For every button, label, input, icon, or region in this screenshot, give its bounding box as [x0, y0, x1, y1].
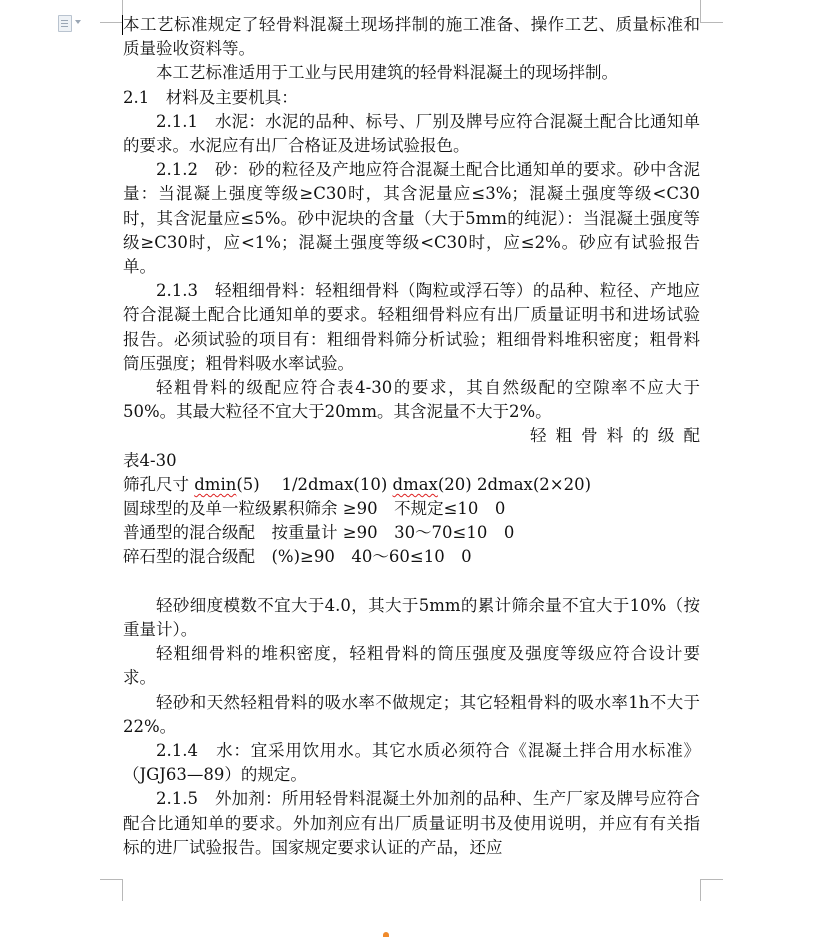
table-number: 表4-30 [123, 450, 177, 470]
table-row-header-b: (5) 1/2dmax(10) [236, 474, 393, 494]
crop-mark-top-right-h [700, 22, 723, 23]
table-row-header [123, 473, 700, 497]
table-row-ordinary: 普通型的混合级配 按重量计 ≥90 30～70≤10 0 [123, 523, 515, 543]
table-caption: 轻粗骨料的级配 [530, 426, 710, 446]
paragraph-2-1-2: 2.1.2 砂：砂的粒径及产地应符合混凝土配合比通知单的要求。砂中含泥量：当混凝上强度等级≥C30时，其含泥量应≤3%；混凝土强度等级<C30时，其含泥量应≤5%。砂中泥块的含量（大于5mm的纯泥）：当混凝土强度等级≥C30时，应<1%；混凝土强度等级<C30时，应≤2%。砂应有试验报告单。 [123, 160, 700, 277]
crop-mark-bottom-left-h [100, 879, 123, 880]
crop-mark-bottom-right-v [700, 879, 701, 901]
paragraph-2-1-4: 2.1.4 水：宜采用饮用水。其它水质必须符合《混凝土拌合用水标准》（JGJ63—89）的规定。 [123, 741, 700, 785]
crop-mark-top-right-v [700, 0, 701, 22]
table-row-header-c: (20) 2dmax(2×20) [437, 474, 592, 494]
crop-mark-top-left-h [100, 22, 123, 23]
paragraph-scope: 本工艺标准规定了轻骨料混凝土现场拌制的施工准备、操作工艺、质量标准和质量验收资料等。 [123, 15, 700, 59]
paragraph-fineness: 轻砂细度模数不宜大于4.0，其大于5mm的累计筛余量不宜大于10%（按重量计）。 [123, 595, 700, 640]
paragraph-density: 轻粗细骨料的堆积密度，轻粗骨料的筒压强度及强度等级应符合设计要求。 [123, 644, 700, 688]
scroll-indicator [383, 932, 389, 937]
chevron-down-icon[interactable] [75, 20, 81, 24]
paragraph-2-1-3: 2.1.3 轻粗细骨料：轻粗细骨料（陶粒或浮石等）的品种、粒径、产地应符合混凝土配合比通知单的要求。轻粗细骨料应有出厂质量证明书和进场试验报告。必须试验的项目有：粗细骨料筛分析试验；粗细骨料堆积密度；粗骨料筒压强度；粗骨料吸水率试验。 [123, 281, 700, 373]
crop-mark-bottom-right-h [700, 879, 723, 880]
table-row-crushed: 碎石型的混合级配 (%)≥90 40～60≤10 0 [123, 547, 472, 567]
paragraph-absorption: 轻砂和天然轻粗骨料的吸水率不做规定；其它轻粗骨料的吸水率1h不大于22%。 [123, 692, 700, 736]
paragraph-grading: 轻粗骨料的级配应符合表4-30的要求，其自然级配的空隙率不应大于50%。其最大粒径不宜大于20mm。其含泥量不大于2%。 [123, 378, 700, 422]
paragraph-2-1-5: 2.1.5 外加剂：所用轻骨料混凝土外加剂的品种、生产厂家及牌号应符合配合比通知单的要求。外加剂应有出厂质量证明书及使用说明，并应有有关指标的进厂试验报告。国家规定要求认证的产品，还应 [123, 789, 700, 857]
blank-line [123, 570, 700, 594]
heading-2-1: 2.1 材料及主要机具： [123, 87, 298, 107]
paragraph-applicability: 本工艺标准适用于工业与民用建筑的轻骨料混凝土的现场拌制。 [156, 63, 618, 83]
document-body[interactable] [123, 13, 710, 860]
paragraph-2-1-1: 2.1.1 水泥：水泥的品种、标号、厂别及牌号应符合混凝土配合比通知单的要求。水泥应有出厂合格证及进场试验报色。 [123, 111, 700, 156]
spell-flag-dmin: dmin [194, 474, 237, 494]
table-row-header-a: 筛孔尺寸 [123, 474, 195, 494]
table-row-round: 圆球型的及单一粒级累积筛余 ≥90 不规定≤10 0 [123, 499, 506, 519]
spell-flag-dmax: dmax [392, 474, 438, 494]
document-icon[interactable] [58, 15, 72, 32]
crop-mark-bottom-left-v [122, 879, 123, 901]
